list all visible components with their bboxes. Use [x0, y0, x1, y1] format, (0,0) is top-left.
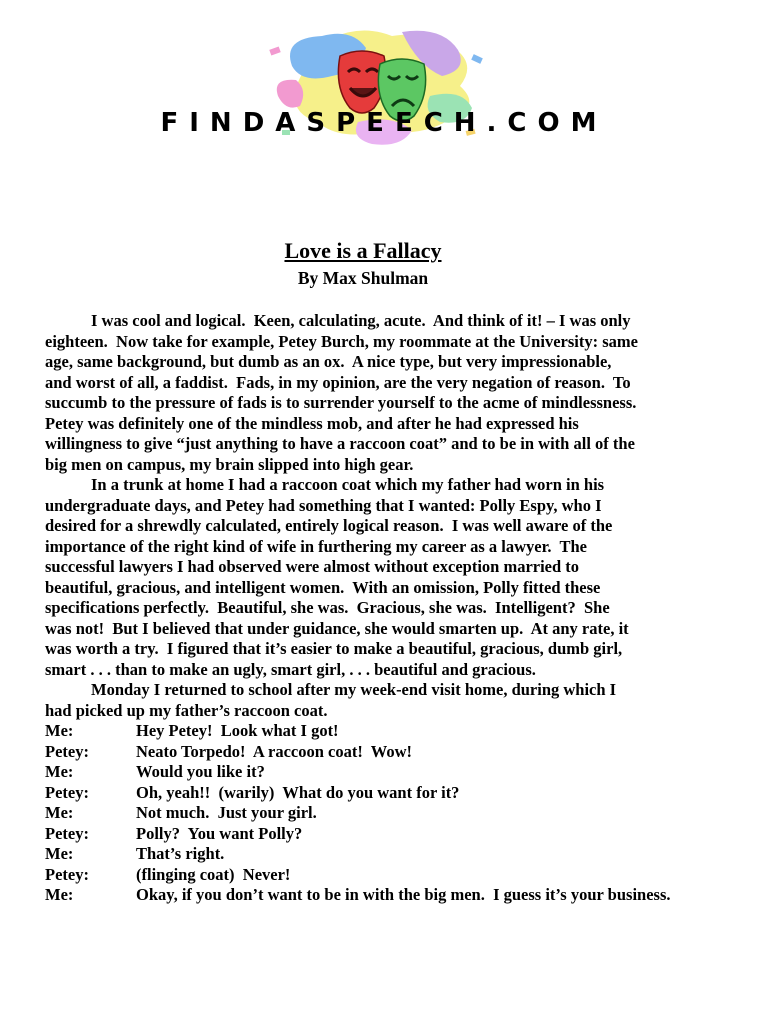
text-line: was not! But I believed that under guidance, she would smarten up. At any rate, it — [45, 618, 629, 638]
text-line: Petey was definitely one of the mindless mob, and after he had expressed his — [45, 413, 579, 433]
dialogue-text: Hey Petey! Look what I got! — [136, 721, 339, 740]
text-line: willingness to give “just anything to have a raccoon coat” and to be in with all of the — [45, 434, 635, 453]
site-logo-text: FINDASPEECH.COM — [160, 108, 608, 138]
text-line: specifications perfectly. Beautiful, she was. Gracious, she was. Intelligent? She — [45, 598, 610, 617]
text-line: smart . . . than to make an ugly, smart girl, . . . beautiful and gracious. — [45, 659, 536, 679]
dialogue-speaker: Me: — [45, 803, 74, 822]
dialogue-line — [45, 742, 735, 763]
dialogue-text: Would you like it? — [136, 762, 265, 781]
story-body — [45, 311, 735, 906]
dialogue-line — [45, 885, 735, 906]
text-line: desired for a shrewdly calculated, entirely logical reason. I was well aware of the — [45, 516, 613, 535]
text-line: importance of the right kind of wife in furthering my career as a lawyer. The — [45, 536, 588, 556]
text-line: age, same background, but dumb as an ox. A nice type, but very impressionable, — [45, 352, 612, 371]
story-prose — [45, 311, 735, 721]
text-line: beautiful, gracious, and intelligent women. With an omission, Polly fitted these — [45, 577, 601, 597]
text-line: Monday I returned to school after my week-end visit home, during which I — [91, 680, 617, 699]
dialogue-line — [45, 721, 735, 742]
dialogue-text: Neato Torpedo! A raccoon coat! Wow! — [136, 741, 413, 761]
dialogue-line — [45, 803, 735, 824]
text-line: had picked up my father’s raccoon coat. — [45, 700, 328, 720]
dialogue-speaker: Petey: — [45, 864, 89, 884]
document-title: Love is a Fallacy — [284, 238, 442, 263]
dialogue-text: Okay, if you don’t want to be in with the big men. I guess it’s your business. — [136, 885, 671, 904]
text-line: eighteen. Now take for example, Petey Burch, my roommate at the University: same — [45, 331, 638, 351]
text-line: and worst of all, a faddist. Fads, in my opinion, are the very negation of reason. To — [45, 372, 631, 392]
text-line: succumb to the pressure of fads is to surrender yourself to the acme of mindlessness. — [45, 393, 637, 412]
dialogue-speaker: Me: — [45, 762, 74, 781]
dialogue-speaker: Me: — [45, 885, 74, 904]
dialogue-text: That’s right. — [136, 844, 225, 863]
dialogue-line — [45, 844, 735, 865]
dialogue-speaker: Me: — [45, 721, 74, 740]
text-line: undergraduate days, and Petey had something that I wanted: Polly Espy, who I — [45, 495, 602, 515]
dialogue-text: (flinging coat) Never! — [136, 864, 291, 884]
dialogue-speaker: Me: — [45, 844, 74, 863]
dialogue-speaker: Petey: — [45, 782, 89, 802]
dialogue-speaker: Petey: — [45, 823, 89, 843]
story-dialogue — [45, 721, 735, 906]
text-line: big men on campus, my brain slipped into high gear. — [45, 454, 414, 474]
document-byline: By Max Shulman — [297, 268, 429, 288]
dialogue-line — [45, 865, 735, 886]
text-line: was worth a try. I figured that it’s easier to make a beautiful, gracious, dumb girl, — [45, 639, 623, 658]
text-line: successful lawyers I had observed were almost without exception married to — [45, 557, 580, 576]
dialogue-speaker: Petey: — [45, 741, 89, 761]
dialogue-line — [45, 783, 735, 804]
dialogue-text: Not much. Just your girl. — [136, 803, 317, 822]
dialogue-text: Oh, yeah!! (warily) What do you want for it? — [136, 782, 460, 802]
dialogue-line — [45, 762, 735, 783]
text-line: I was cool and logical. Keen, calculating, acute. And think of it! – I was only — [91, 311, 631, 330]
dialogue-text: Polly? You want Polly? — [136, 823, 303, 843]
text-line: In a trunk at home I had a raccoon coat which my father had worn in his — [91, 475, 605, 494]
dialogue-line — [45, 824, 735, 845]
